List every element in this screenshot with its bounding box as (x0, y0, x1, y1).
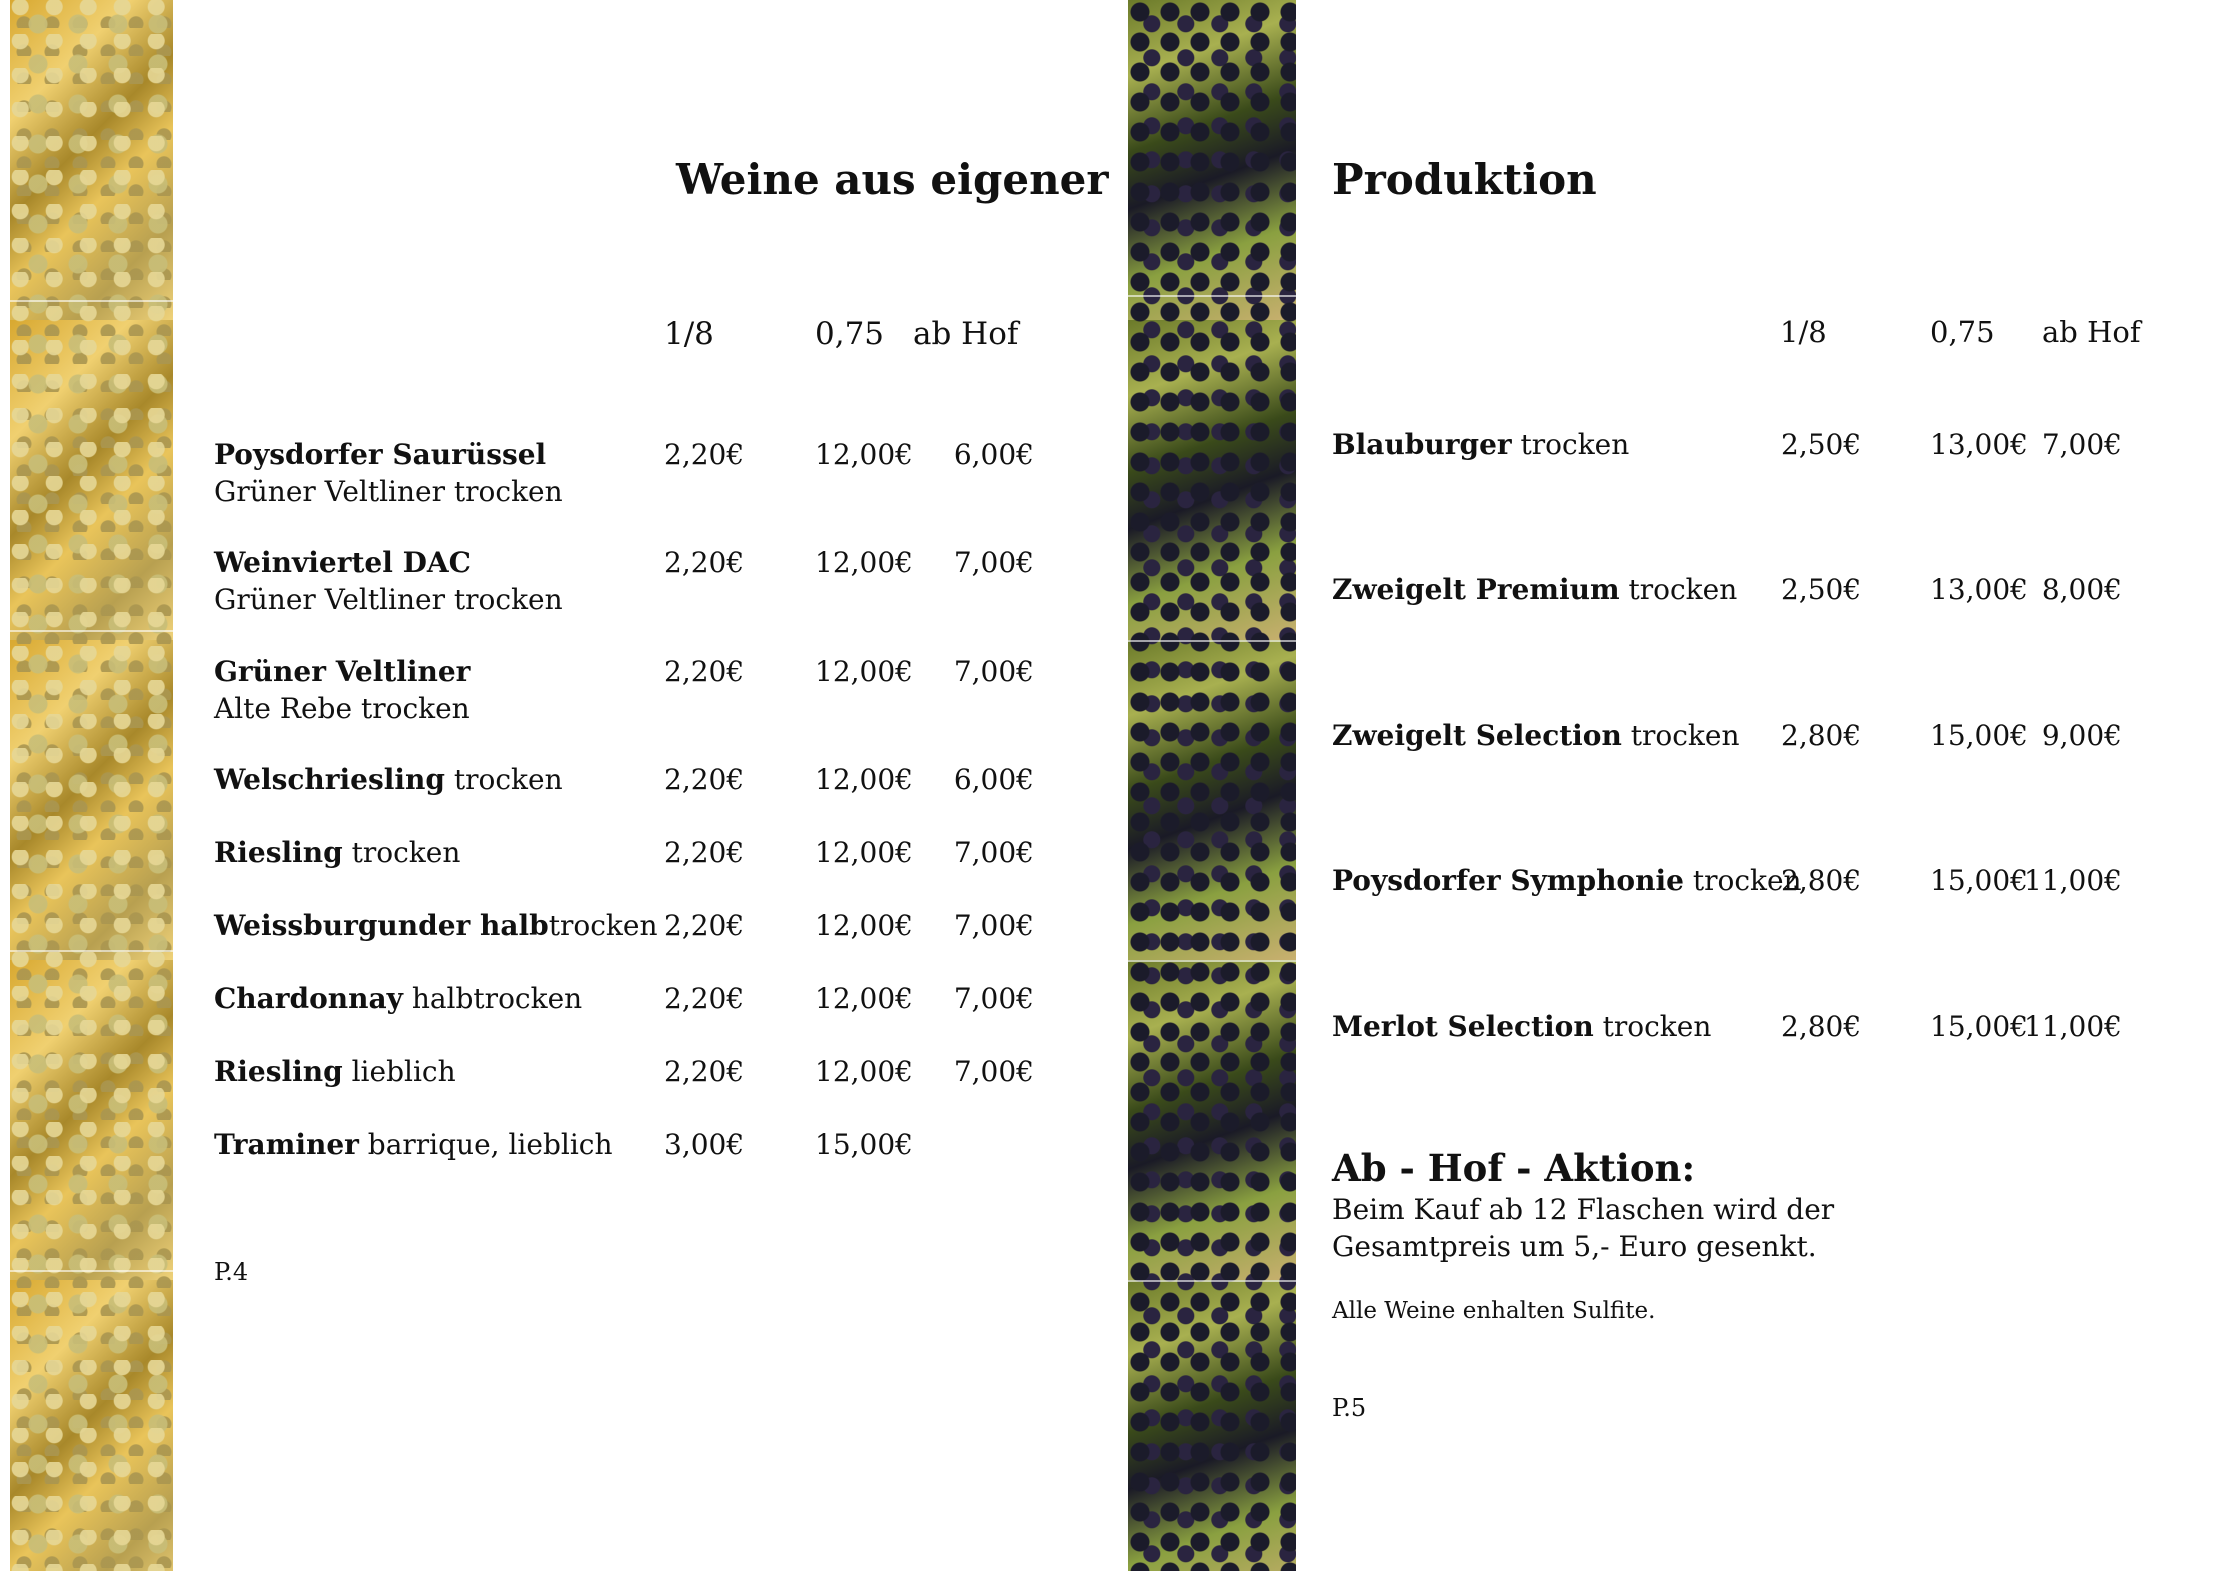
price-ab-hof: 9,00€ (2041, 719, 2122, 752)
price-bottle: 12,00€ (815, 546, 913, 579)
wine-name: Riesling (214, 836, 343, 869)
red-grapes-image-strip (1128, 0, 1296, 1571)
wine-description: trocken (342, 836, 461, 869)
aktion-text-line-2: Gesamtpreis um 5,- Euro gesenkt. (1332, 1230, 1817, 1263)
header-eighth-right: 1/8 (1780, 315, 1827, 349)
wine-name: Riesling (214, 1055, 343, 1088)
wine-row (1332, 719, 1740, 752)
header-ab-hof-right: ab Hof (2042, 315, 2141, 349)
price-bottle: 12,00€ (815, 836, 913, 869)
price-eighth: 2,20€ (664, 655, 745, 688)
wine-row (214, 655, 470, 688)
wine-name: Traminer (214, 1128, 359, 1161)
wine-name: Weissburgunder halb (214, 909, 549, 942)
wine-row (1332, 573, 1737, 606)
wine-row (214, 1055, 456, 1088)
wine-description: trocken (444, 763, 563, 796)
wine-variety-line: Alte Rebe trocken (214, 692, 470, 725)
wine-row (1332, 864, 1802, 897)
price-ab-hof: 7,00€ (953, 546, 1034, 579)
wine-name: Chardonnay (214, 982, 403, 1015)
wine-description: trocken (548, 909, 658, 942)
price-eighth: 2,20€ (664, 836, 745, 869)
price-ab-hof: 7,00€ (953, 1055, 1034, 1088)
price-eighth: 2,80€ (1781, 864, 1862, 897)
price-eighth: 2,80€ (1781, 1010, 1862, 1043)
wine-description: halbtrocken (402, 982, 583, 1015)
price-eighth: 2,20€ (664, 546, 745, 579)
price-bottle: 15,00€ (1930, 719, 2028, 752)
page-title-left: Weine aus eigener (676, 155, 1109, 204)
header-eighth: 1/8 (664, 316, 714, 352)
aktion-text-line-1: Beim Kauf ab 12 Flaschen wird der (1332, 1193, 1835, 1226)
wine-row (214, 836, 460, 869)
wine-description: trocken (1683, 864, 1802, 897)
wine-name: Poysdorfer Saurüssel (214, 438, 547, 471)
wine-name: Blauburger (1332, 428, 1512, 461)
wine-description: barrique, lieblich (358, 1128, 613, 1161)
price-bottle: 12,00€ (815, 655, 913, 688)
wine-name: Zweigelt Premium (1332, 573, 1620, 606)
price-ab-hof: 11,00€ (2024, 1010, 2122, 1043)
page-title-right: Produktion (1332, 155, 1597, 204)
wine-description: trocken (1511, 428, 1630, 461)
wine-description: trocken (1619, 573, 1738, 606)
white-grapes-image-strip (10, 0, 173, 1571)
price-ab-hof: 7,00€ (953, 909, 1034, 942)
price-ab-hof: 7,00€ (953, 655, 1034, 688)
ab-hof-aktion-title: Ab - Hof - Aktion: (1332, 1146, 1696, 1190)
price-bottle: 12,00€ (815, 982, 913, 1015)
wine-row (214, 546, 471, 579)
price-bottle: 12,00€ (815, 1055, 913, 1088)
price-ab-hof: 6,00€ (953, 438, 1034, 471)
wine-row (1332, 1010, 1711, 1043)
price-eighth: 2,80€ (1781, 719, 1862, 752)
price-bottle: 15,00€ (1930, 864, 2028, 897)
wine-description: trocken (1593, 1010, 1712, 1043)
price-eighth: 2,20€ (664, 438, 745, 471)
wine-row (214, 982, 582, 1015)
price-ab-hof: 7,00€ (2041, 428, 2122, 461)
wine-variety-line: Grüner Veltliner trocken (214, 583, 563, 616)
wine-name: Weinviertel DAC (214, 546, 471, 579)
wine-name: Poysdorfer Symphonie (1332, 864, 1684, 897)
price-bottle: 13,00€ (1930, 573, 2028, 606)
price-ab-hof: 7,00€ (953, 836, 1034, 869)
wine-name: Zweigelt Selection (1332, 719, 1622, 752)
price-bottle: 15,00€ (1930, 1010, 2028, 1043)
price-bottle: 12,00€ (815, 438, 913, 471)
wine-variety-line: Grüner Veltliner trocken (214, 475, 563, 508)
wine-description: lieblich (342, 1055, 456, 1088)
price-eighth: 2,50€ (1781, 573, 1862, 606)
price-eighth: 2,20€ (664, 1055, 745, 1088)
price-ab-hof: 6,00€ (953, 763, 1034, 796)
wine-description: trocken (1621, 719, 1740, 752)
wine-row (214, 1128, 613, 1161)
wine-row (1332, 428, 1629, 461)
wine-name: Grüner Veltliner (214, 655, 471, 688)
price-bottle: 12,00€ (815, 909, 913, 942)
wine-row (214, 763, 563, 796)
price-bottle: 13,00€ (1930, 428, 2028, 461)
page-number-left: P.4 (214, 1258, 249, 1286)
page-number-right: P.5 (1332, 1394, 1367, 1422)
price-eighth: 2,20€ (664, 982, 745, 1015)
price-bottle: 15,00€ (815, 1128, 913, 1161)
sulfite-note: Alle Weine enhalten Sulfite. (1332, 1298, 1656, 1324)
header-bottle: 0,75 (815, 316, 885, 352)
price-eighth: 2,20€ (664, 909, 745, 942)
price-eighth: 3,00€ (664, 1128, 745, 1161)
wine-row (214, 909, 657, 942)
price-bottle: 12,00€ (815, 763, 913, 796)
price-ab-hof: 7,00€ (953, 982, 1034, 1015)
wine-row (214, 438, 546, 471)
price-eighth: 2,20€ (664, 763, 745, 796)
wine-name: Merlot Selection (1332, 1010, 1594, 1043)
header-bottle-right: 0,75 (1930, 315, 1995, 349)
price-ab-hof: 8,00€ (2041, 573, 2122, 606)
header-ab-hof: ab Hof (913, 316, 1019, 352)
price-eighth: 2,50€ (1781, 428, 1862, 461)
price-ab-hof: 11,00€ (2024, 864, 2122, 897)
wine-name: Welschriesling (214, 763, 445, 796)
